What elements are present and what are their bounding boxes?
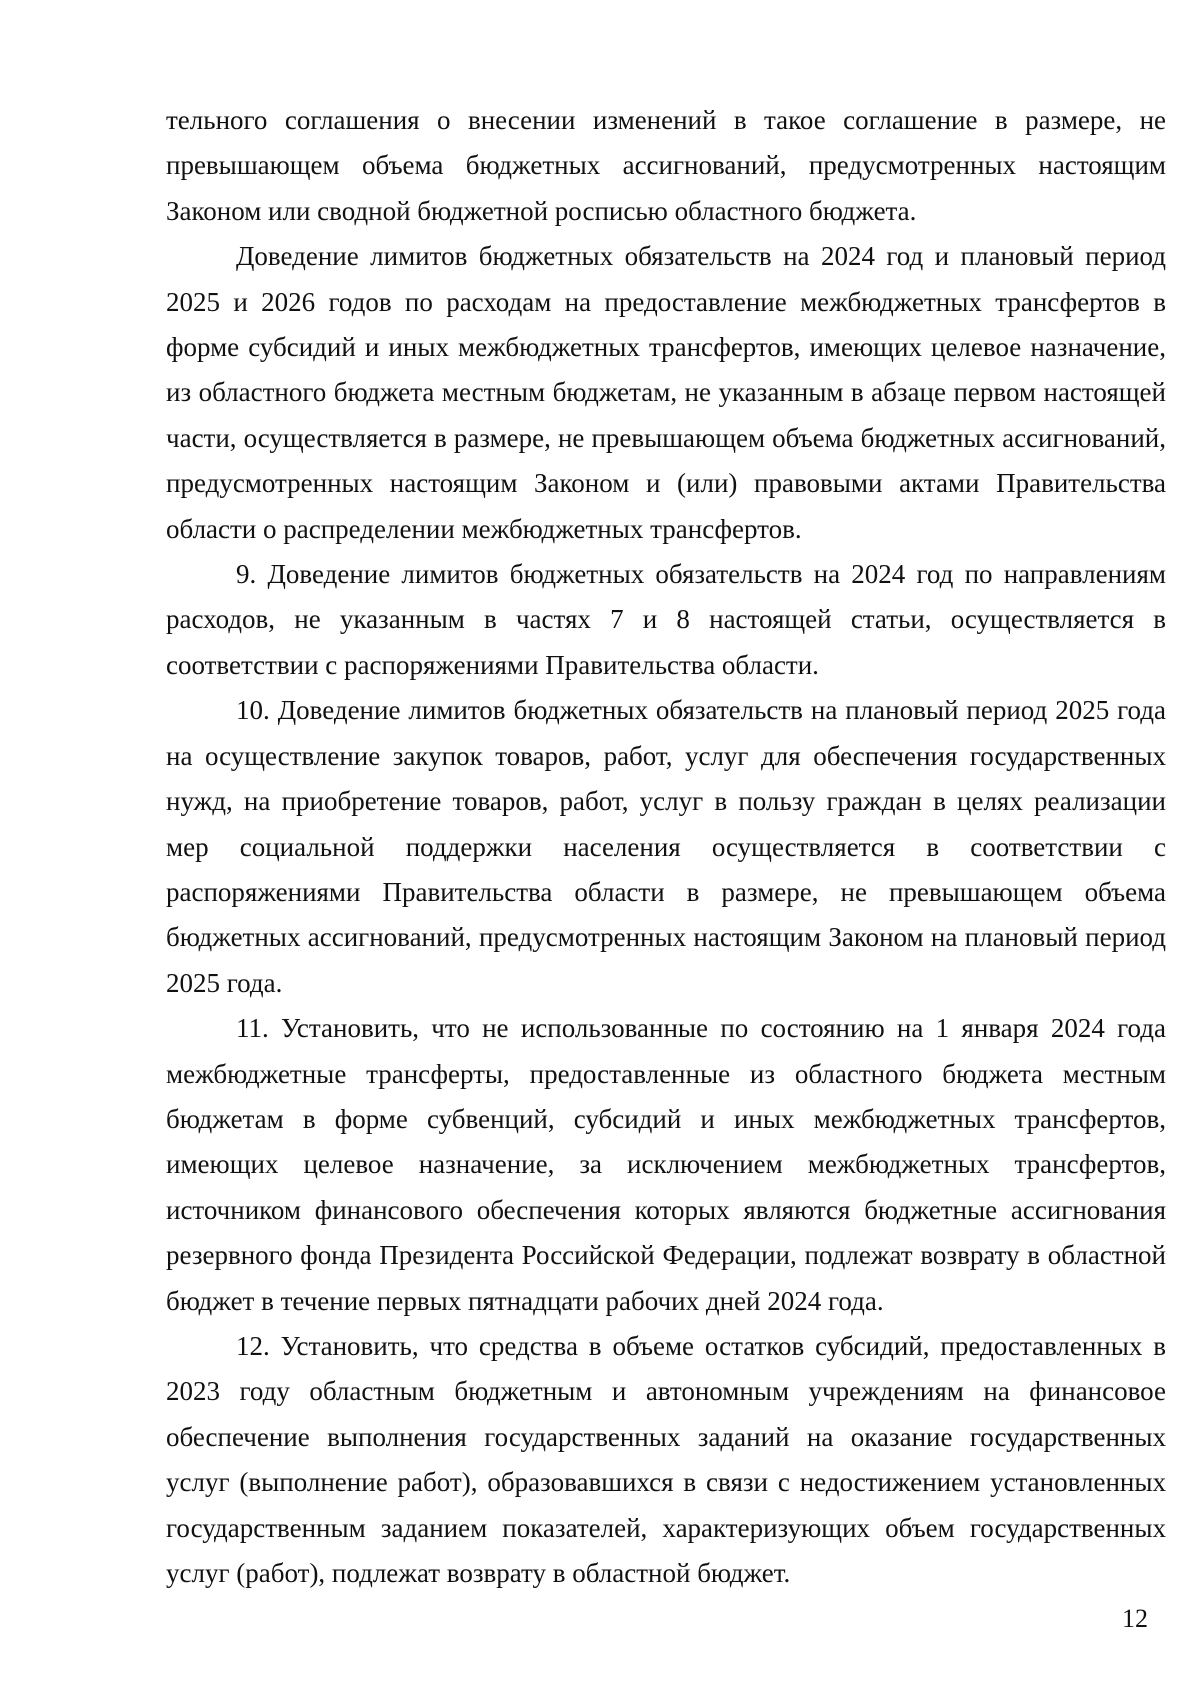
page-number: 12 <box>1122 1604 1148 1633</box>
paragraph-limits-intergovernmental-transfers: Доведение лимитов бюджетных обязательств на 2024 год и плановый период 2025 и 2026 годов по расходам на предоставление межбюджетных трансфертов в форме субсидий и иных межбюджетных трансфертов, имеющих целевое назначение, из областного бюджета местным бюджетам, не указанным в абзаце первом настоящей части, осуществляется в размере, не превышающем объема бюджетных ассигнований, предусмотренных настоящим Законом и (или) правовыми актами Правительства области о распределении межбюджетных трансфертов. <box>166 241 1166 544</box>
paragraph-item-10: 10. Доведение лимитов бюджетных обязательств на плановый период 2025 года на осуществление закупок товаров, работ, услуг для обеспечения государственных нужд, на приобретение товаров, работ, услуг в пользу граждан в целях реализации мер социальной поддержки населения осуществляется в соответствии с распоряжениями Правительства области в размере, не превышающем объема бюджетных ассигнований, предусмотренных настоящим Законом на плановый период 2025 года. <box>166 695 1166 998</box>
paragraph-item-11: 11. Установить, что не использованные по состоянию на 1 января 2024 года межбюджетные трансферты, предоставленные из областного бюджета местным бюджетам в форме субвенций, субсидий и иных межбюджетных трансфертов, имеющих целевое назначение, за исключением межбюджетных трансфертов, источником финансового обеспечения которых являются бюджетные ассигнования резервного фонда Президента Российской Федерации, подлежат возврату в областной бюджет в течение первых пятнадцати рабочих дней 2024 года. <box>166 1013 1166 1316</box>
paragraph-item-9: 9. Доведение лимитов бюджетных обязательств на 2024 год по направлениям расходов, не указанным в частях 7 и 8 настоящей статьи, осуществляется в соответствии с распоряжениями Правительства области. <box>166 559 1166 680</box>
document-body <box>166 98 1166 1596</box>
paragraph-item-12: 12. Установить, что средства в объеме остатков субсидий, предоставленных в 2023 году областным бюджетным и автономным учреждениям на финансовое обеспечение выполнения государственных заданий на оказание государственных услуг (выполнение работ), образовавшихся в связи с недостижением установленных государственным заданием показателей, характеризующих объем государственных услуг (работ), подлежат возврату в областной бюджет. <box>166 1330 1166 1588</box>
paragraph-continuation: тельного соглашения о внесении изменений в такое соглашение в размере, не превышающем объема бюджетных ассигнований, предусмотренных настоящим Законом или сводной бюджетной росписью областного бюджета. <box>166 105 1166 226</box>
